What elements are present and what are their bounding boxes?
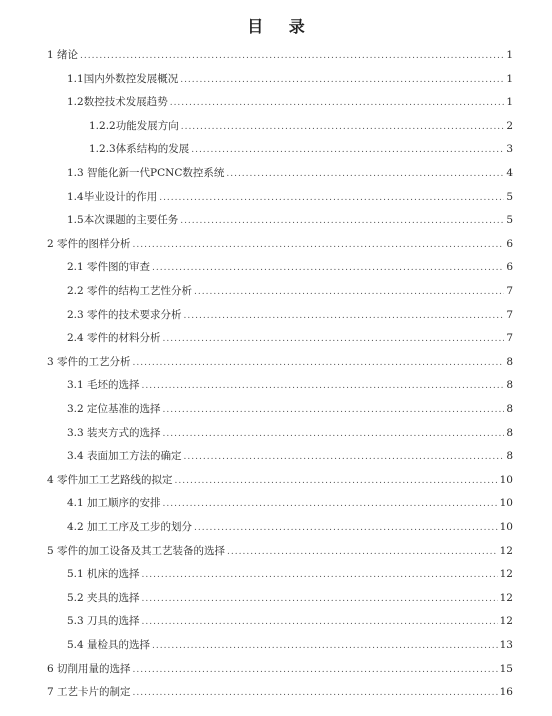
- toc-entry-page-number: 12: [499, 568, 513, 581]
- toc-entry-1.3[interactable]: [67, 164, 513, 182]
- dot-leader: [180, 212, 504, 230]
- dot-leader: [184, 448, 505, 466]
- toc-entry-title: 1.4毕业设计的作用: [67, 190, 158, 203]
- toc-entry-page-number: 1: [506, 49, 513, 61]
- toc-entry-2.1[interactable]: [67, 258, 513, 276]
- toc-entry-3.2[interactable]: [67, 400, 513, 418]
- toc-entry-title: 1.2.2功能发展方向: [89, 119, 179, 132]
- toc-entry-page-number: 5: [506, 190, 513, 203]
- toc-entry-title: 1.5本次课题的主要任务: [67, 214, 179, 227]
- toc-entry-page-number: 8: [506, 355, 513, 368]
- dot-leader: [80, 47, 504, 65]
- toc-entry-title: 5.3 刀具的选择: [67, 615, 140, 628]
- toc-entry-title: 2.2 零件的结构工艺性分析: [67, 285, 193, 297]
- toc-entry-5.2[interactable]: [67, 589, 513, 607]
- toc-entry-title: 1.2数控技术发展趋势: [67, 96, 168, 109]
- dot-leader: [163, 330, 505, 348]
- dot-leader: [170, 94, 505, 112]
- toc-entry-title: 3.2 定位基准的选择: [67, 403, 161, 415]
- toc-entry-title: 5.1 机床的选择: [67, 568, 140, 581]
- page-title: 目 录: [247, 17, 315, 36]
- toc-entry-2.4[interactable]: [67, 329, 513, 347]
- toc-entry-title: 2 零件的图样分析: [47, 237, 131, 250]
- toc-entry-5.4[interactable]: [67, 636, 513, 654]
- toc-entry-1.5[interactable]: [67, 211, 513, 229]
- dot-leader: [133, 354, 505, 372]
- toc-entry-2.2[interactable]: [67, 282, 513, 300]
- dot-leader: [142, 613, 498, 631]
- toc-entry-title: 4.1 加工顺序的安排: [67, 497, 161, 510]
- toc-entry-page-number: 8: [506, 379, 513, 392]
- dot-leader: [163, 495, 498, 513]
- toc-entry-title: 4 零件加工工艺路线的拟定: [47, 473, 173, 486]
- dot-leader: [133, 684, 498, 702]
- dot-leader: [194, 519, 498, 537]
- toc-entry-page-number: 7: [506, 332, 513, 345]
- toc-entry-page-number: 6: [506, 237, 513, 250]
- dot-leader: [180, 71, 504, 89]
- toc-entry-5[interactable]: [47, 542, 513, 560]
- toc-entry-title: 1.3 智能化新一代PCNC数控系统: [67, 167, 225, 179]
- dot-leader: [142, 566, 498, 584]
- toc-entry-title: 4.2 加工工序及工步的划分: [67, 521, 193, 533]
- toc-entry-6[interactable]: [47, 660, 513, 678]
- toc-entry-page-number: 6: [506, 261, 513, 274]
- toc-entry-title: 1 绪论: [47, 49, 79, 61]
- toc-entry-4.2[interactable]: [67, 518, 513, 536]
- toc-entry-3[interactable]: [47, 353, 513, 371]
- dot-leader: [226, 165, 504, 183]
- toc-entry-1.1[interactable]: [67, 70, 513, 88]
- dot-leader: [142, 590, 498, 608]
- dot-leader: [194, 283, 504, 301]
- dot-leader: [181, 118, 505, 136]
- dot-leader: [133, 236, 505, 254]
- toc-entry-2[interactable]: [47, 235, 513, 253]
- toc-entry-title: 3.3 装夹方式的选择: [67, 426, 161, 439]
- toc-entry-page-number: 10: [499, 521, 513, 533]
- toc-entry-title: 5.2 夹具的选择: [67, 591, 140, 604]
- toc-entry-3.4[interactable]: [67, 447, 513, 465]
- toc-entry-page-number: 8: [506, 426, 513, 439]
- toc-entry-page-number: 7: [506, 285, 513, 297]
- dot-leader: [159, 189, 504, 207]
- toc-entry-title: 3.1 毛坯的选择: [67, 379, 140, 392]
- dot-leader: [175, 472, 498, 490]
- toc-entry-title: 6 切削用量的选择: [47, 662, 131, 675]
- toc-entry-title: 5.4 量检具的选择: [67, 639, 151, 651]
- toc-entry-title: 2.3 零件的技术要求分析: [67, 308, 182, 321]
- toc-entry-title: 1.1国内外数控发展概况: [67, 72, 179, 85]
- toc-entry-page-number: 8: [506, 450, 513, 463]
- toc-entry-title: 5 零件的加工设备及其工艺装备的选择: [47, 544, 226, 557]
- toc-entry-3.1[interactable]: [67, 376, 513, 394]
- dot-leader: [163, 401, 505, 419]
- toc-entry-title: 2.1 零件图的审查: [67, 261, 151, 274]
- dot-leader: [142, 377, 505, 395]
- toc-entry-page-number: 4: [506, 167, 513, 179]
- dot-leader: [152, 259, 504, 277]
- toc-entry-title: 3 零件的工艺分析: [47, 355, 131, 368]
- dot-leader: [184, 307, 505, 325]
- toc-entry-title: 3.4 表面加工方法的确定: [67, 450, 182, 463]
- toc-entry-4[interactable]: [47, 471, 513, 489]
- toc-entry-4.1[interactable]: [67, 494, 513, 512]
- toc-entry-title: 1.2.3体系结构的发展: [89, 143, 190, 156]
- toc-entry-page-number: 13: [499, 639, 513, 651]
- toc-entry-page-number: 1: [506, 72, 513, 85]
- toc-entry-1.4[interactable]: [67, 188, 513, 206]
- toc-entry-page-number: 10: [499, 473, 513, 486]
- toc-entry-title: 2.4 零件的材料分析: [67, 332, 161, 345]
- toc-entry-page-number: 12: [499, 591, 513, 604]
- toc-entry-title: 7 工艺卡片的制定: [47, 686, 131, 699]
- toc-entry-page-number: 7: [506, 308, 513, 321]
- dot-leader: [227, 543, 498, 561]
- toc-entry-1.2.2[interactable]: [89, 117, 513, 135]
- toc-entry-page-number: 16: [499, 686, 513, 699]
- toc-entry-5.1[interactable]: [67, 565, 513, 583]
- toc-entry-page-number: 12: [499, 544, 513, 557]
- toc-entry-page-number: 3: [506, 143, 513, 156]
- toc-entry-5.3[interactable]: [67, 612, 513, 630]
- dot-leader: [152, 637, 498, 655]
- toc-entry-page-number: 12: [499, 615, 513, 628]
- toc-entry-page-number: 5: [506, 214, 513, 227]
- toc-entry-1.2.3[interactable]: [89, 140, 513, 158]
- toc-entry-1.2[interactable]: [67, 93, 513, 111]
- toc-entry-1[interactable]: [47, 46, 513, 64]
- toc-entry-page-number: 10: [499, 497, 513, 510]
- toc-entry-page-number: 8: [506, 403, 513, 415]
- dot-leader: [133, 661, 498, 679]
- toc-entry-page-number: 2: [506, 119, 513, 132]
- toc-entry-page-number: 1: [506, 96, 513, 109]
- toc-entry-page-number: 15: [499, 662, 513, 675]
- toc-entry-7[interactable]: [47, 683, 513, 701]
- dot-leader: [163, 425, 505, 443]
- toc-entry-2.3[interactable]: [67, 306, 513, 324]
- toc-entry-3.3[interactable]: [67, 424, 513, 442]
- dot-leader: [191, 141, 504, 159]
